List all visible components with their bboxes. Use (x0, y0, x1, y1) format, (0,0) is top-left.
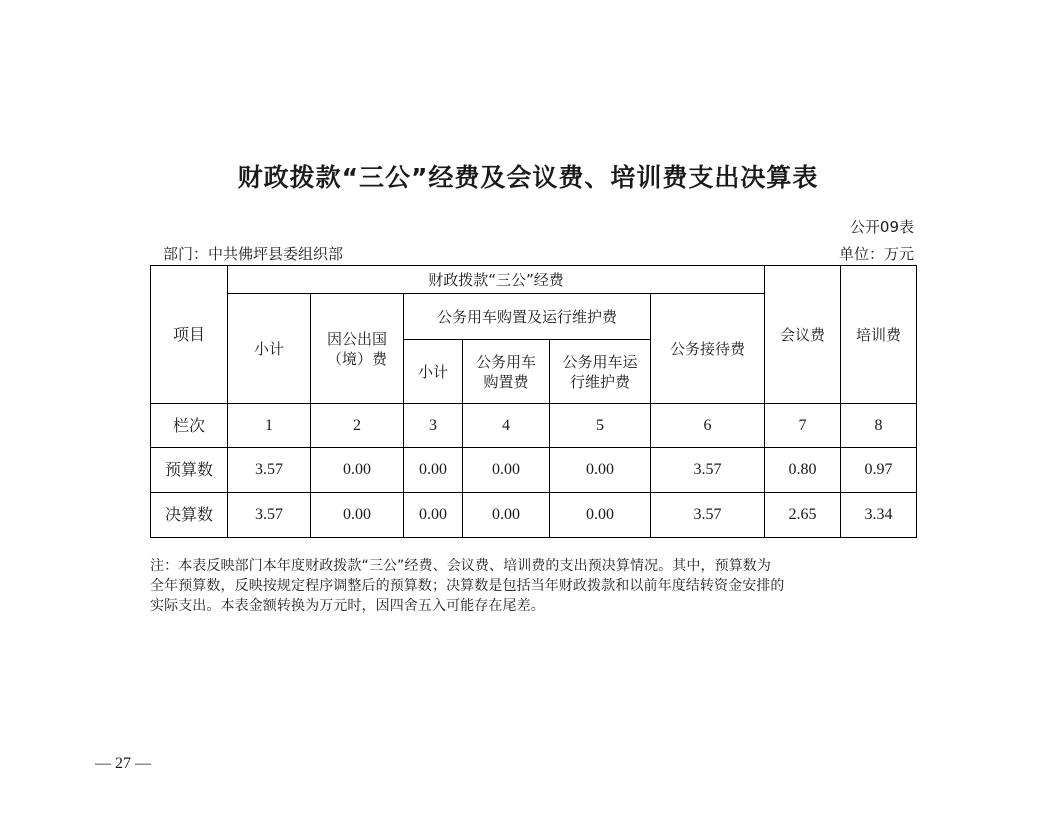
column-number: 2 (311, 404, 404, 448)
header-subtotal: 小计 (228, 294, 311, 404)
value-cell: 3.57 (228, 448, 311, 493)
column-number: 6 (651, 404, 765, 448)
header-meeting: 会议费 (765, 266, 841, 404)
row-label: 预算数 (151, 448, 228, 493)
header-abroad (311, 294, 404, 404)
header-vehicle-maint-line2: 行维护费 (569, 372, 630, 391)
value-cell: 0.00 (404, 493, 463, 538)
value-cell: 2.65 (765, 493, 841, 538)
column-number: 8 (841, 404, 917, 448)
header-vehicle-group: 公务用车购置及运行维护费 (404, 294, 651, 340)
header-abroad-line1: 因公出国 (326, 329, 387, 348)
header-abroad-line2: （境）费 (326, 349, 387, 368)
note-line: 注：本表反映部门本年度财政拨款“三公”经费、会议费、培训费的支出预决算情况。其中，预算数为 (150, 558, 772, 574)
value-cell: 0.00 (311, 448, 404, 493)
value-cell: 3.57 (651, 448, 765, 493)
header-vehicle-subtotal: 小计 (404, 340, 463, 404)
header-vehicle-purchase (463, 340, 550, 404)
table-row (151, 493, 917, 538)
value-cell: 0.00 (550, 493, 651, 538)
header-vehicle-purchase-line1: 公务用车 (475, 352, 536, 371)
header-sangong-group: 财政拨款“三公”经费 (228, 266, 765, 294)
value-cell: 0.00 (550, 448, 651, 493)
value-cell: 0.00 (404, 448, 463, 493)
page-title: 财政拨款“三公”经费及会议费、培训费支出决算表 (237, 163, 819, 192)
header-vehicle-maint-line1: 公务用车运 (562, 352, 638, 371)
value-cell: 3.34 (841, 493, 917, 538)
header-vehicle-purchase-line2: 购置费 (483, 372, 529, 391)
header-reception: 公务接待费 (651, 294, 765, 404)
value-cell: 0.80 (765, 448, 841, 493)
value-cell: 3.57 (228, 493, 311, 538)
table-row (151, 448, 917, 493)
column-number: 7 (765, 404, 841, 448)
note-line: 全年预算数，反映按规定程序调整后的预算数；决算数是包括当年财政拨款和以前年度结转资金安排的 (150, 578, 785, 594)
header-training: 培训费 (841, 266, 917, 404)
value-cell: 0.00 (463, 448, 550, 493)
column-number: 3 (404, 404, 463, 448)
value-cell: 0.00 (463, 493, 550, 538)
header-vehicle-maint (550, 340, 651, 404)
row-label: 决算数 (151, 493, 228, 538)
header-item: 项目 (151, 266, 228, 404)
unit-label: 单位：万元 (838, 245, 914, 263)
row-label: 栏次 (151, 404, 228, 448)
value-cell: 3.57 (651, 493, 765, 538)
form-number: 公开09表 (849, 218, 914, 236)
column-number: 1 (228, 404, 311, 448)
table-row (151, 404, 917, 448)
note-line: 实际支出。本表金额转换为万元时，因四舍五入可能存在尾差。 (150, 598, 545, 614)
department-label: 部门：中共佛坪县委组织部 (163, 245, 344, 263)
table-note (150, 556, 920, 616)
expenditure-table (150, 265, 917, 538)
value-cell: 0.97 (841, 448, 917, 493)
page-number: — 27 — (95, 755, 151, 772)
column-number: 4 (463, 404, 550, 448)
value-cell: 0.00 (311, 493, 404, 538)
column-number: 5 (550, 404, 651, 448)
